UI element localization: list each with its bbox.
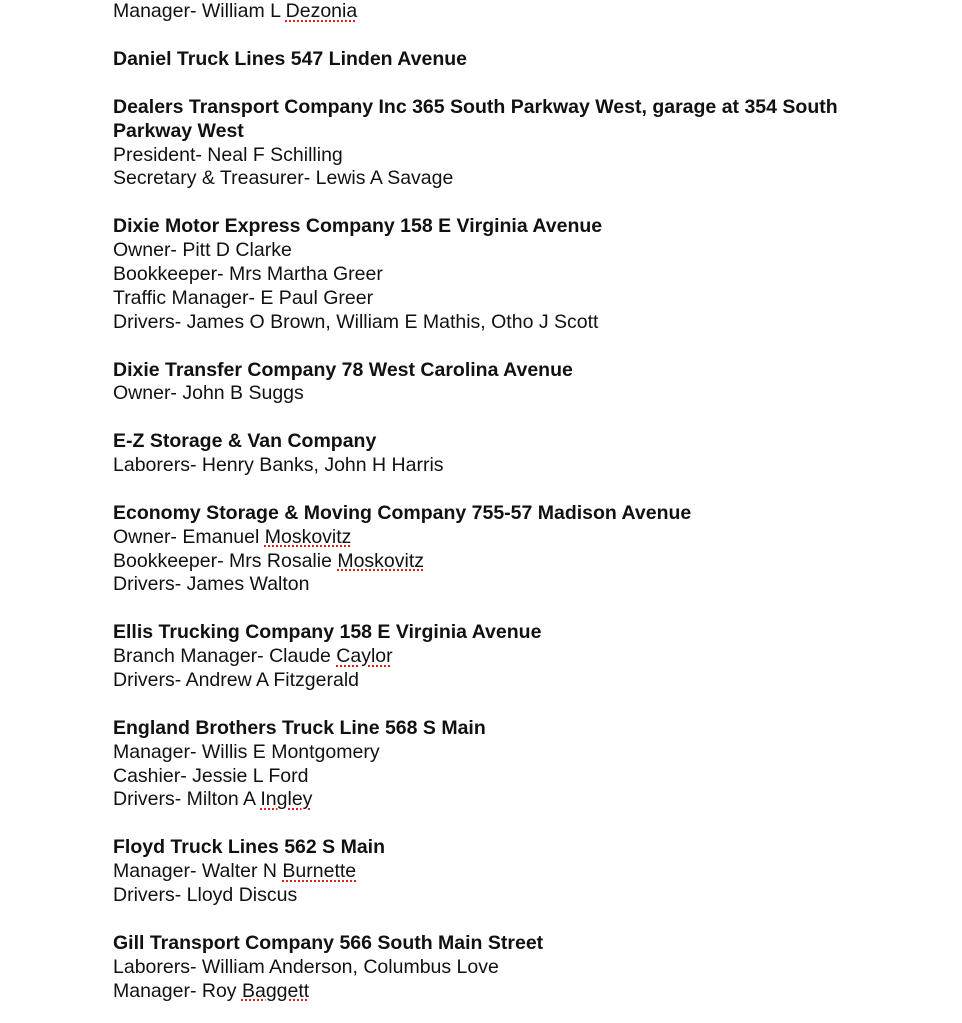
person-label: Manager- Willis E Montgomery — [113, 740, 380, 763]
business-heading: Dixie Motor Express Company 158 E Virginia Avenue — [113, 215, 603, 238]
business-entry — [113, 502, 913, 621]
spellcheck-flagged-name: Ingley — [260, 788, 313, 811]
person-label: Laborers- William Anderson, Columbus Love — [113, 955, 499, 978]
person-line — [113, 311, 913, 335]
person-line — [113, 884, 913, 908]
business-entry — [113, 215, 913, 358]
business-heading: Dealers Transport Company Inc 365 South Parkway West, garage at 354 South Parkway West — [113, 95, 838, 142]
person-line — [113, 765, 913, 789]
person-label: Owner- Emanuel — [113, 525, 265, 548]
person-line — [113, 980, 913, 1004]
business-heading: Floyd Truck Lines 562 S Main — [113, 836, 386, 859]
person-label: Drivers- Milton A — [113, 788, 261, 811]
business-entry — [113, 359, 913, 431]
person-label: Drivers- Lloyd Discus — [113, 884, 298, 906]
person-line — [113, 287, 913, 311]
person-label: President- Neal F Schilling — [113, 143, 343, 166]
business-entry — [113, 96, 913, 215]
person-label: Manager- Walter N — [113, 860, 283, 883]
document-body — [113, 0, 913, 1003]
person-label: Traffic Manager- E Paul Greer — [113, 286, 374, 309]
business-heading: Daniel Truck Lines 547 Linden Avenue — [113, 47, 467, 70]
intro-person-line — [113, 0, 913, 24]
person-label: Owner- Pitt D Clarke — [113, 239, 292, 262]
person-label: Laborers- Henry Banks, John H Harris — [113, 454, 444, 477]
spellcheck-flagged-name: Moskovitz — [264, 525, 352, 548]
person-label: Manager- William L — [113, 0, 286, 22]
person-line — [113, 239, 913, 263]
business-entry — [113, 621, 913, 717]
person-label: Secretary & Treasurer- Lewis A Savage — [113, 167, 454, 190]
spellcheck-flagged-name: Baggett — [241, 979, 310, 1002]
person-label: Drivers- Andrew A Fitzgerald — [113, 669, 360, 692]
person-line — [113, 263, 913, 287]
spellcheck-flagged-name: Burnette — [282, 860, 357, 883]
business-entry — [113, 48, 913, 96]
person-label: Cashier- Jessie L Ford — [113, 764, 309, 787]
spellcheck-flagged-name: Dezonia — [285, 0, 358, 22]
business-heading: Dixie Transfer Company 78 West Carolina Avenue — [113, 358, 573, 381]
person-line — [113, 526, 913, 550]
person-label: Bookkeeper- Mrs Rosalie — [113, 549, 338, 572]
person-label: Manager- Roy — [113, 979, 242, 1002]
business-heading: Gill Transport Company 566 South Main Street — [113, 931, 544, 954]
business-heading: E-Z Storage & Van Company — [113, 430, 377, 453]
person-label: Drivers- James O Brown, William E Mathis, Otho J Scott — [113, 310, 599, 333]
person-line — [113, 645, 913, 669]
person-label: Bookkeeper- Mrs Martha Greer — [113, 262, 383, 285]
person-line — [113, 788, 913, 812]
person-line — [113, 741, 913, 765]
business-entry — [113, 932, 913, 1003]
business-entry — [113, 836, 913, 932]
person-line — [113, 860, 913, 884]
business-entry-list — [113, 48, 913, 1003]
person-label: Drivers- James Walton — [113, 573, 310, 596]
person-line — [113, 669, 913, 693]
person-line — [113, 550, 913, 574]
spellcheck-flagged-name: Caylor — [336, 645, 393, 668]
person-line — [113, 573, 913, 597]
person-line — [113, 167, 913, 191]
spellcheck-flagged-name: Moskovitz — [337, 549, 425, 572]
business-heading: Ellis Trucking Company 158 E Virginia Avenue — [113, 621, 542, 644]
person-line — [113, 382, 913, 406]
business-entry — [113, 717, 913, 836]
business-heading: Economy Storage & Moving Company 755-57 Madison Avenue — [113, 502, 692, 525]
person-line — [113, 144, 913, 168]
person-label: Owner- John B Suggs — [113, 382, 304, 405]
person-line — [113, 454, 913, 478]
person-label: Branch Manager- Claude — [113, 645, 337, 668]
business-entry — [113, 430, 913, 502]
business-heading: England Brothers Truck Line 568 S Main — [113, 717, 486, 740]
person-line — [113, 956, 913, 980]
